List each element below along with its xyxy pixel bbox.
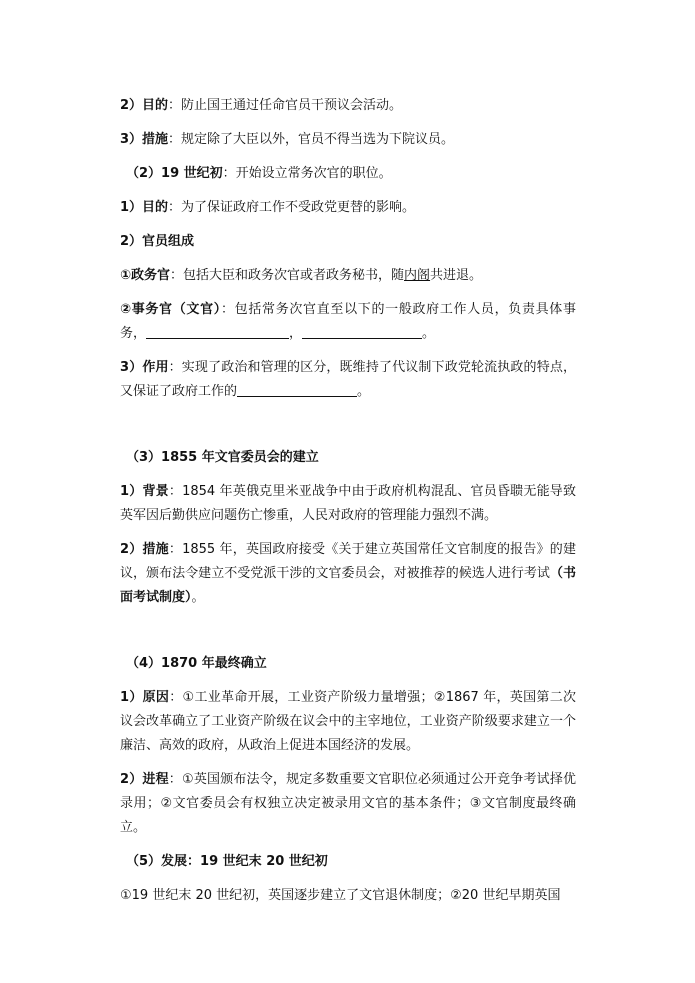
label: ②事务官（文官）: [120, 302, 221, 317]
text: ：开始设立常务次官的职位。: [222, 166, 392, 181]
text: ：包括大臣和政务次官或者政务秘书，随: [170, 268, 405, 283]
text: ：实现了政治和管理的区分，既维持了代议制下政党轮流执政的特点，又保证了政府工作的: [120, 360, 576, 399]
label: 2）措施: [120, 542, 169, 557]
label: 2）目的: [120, 98, 169, 113]
document-page: [120, 94, 576, 908]
text: ：①工业革命开展，工业资产阶级力量增强；②1867 年，英国第二次议会改革确立了工业资产阶级在议会中的主宰地位，工业资产阶级要求建立一个廉洁、高效的政府，从政治上促进本国经济的发展。: [120, 690, 577, 753]
label: 3）措施: [120, 132, 169, 147]
text: ：包括常务次官直至以下的一般政府工作人员，负责具体事务，: [120, 302, 576, 341]
paragraph-process: [120, 768, 576, 840]
underlined-term: 内阁: [404, 268, 431, 283]
fill-blank[interactable]: [302, 324, 422, 339]
text: ：规定除了大臣以外，官员不得当选为下院议员。: [168, 132, 455, 147]
label: （2）19 世纪初: [126, 166, 223, 181]
text: ：1854 年英俄克里米亚战争中由于政府机构混乱、官员昏聩无能导致英军因后勤供应问题伤亡惨重，人民对政府的管理能力强烈不满。: [120, 484, 576, 523]
text: ：为了保证政府工作不受政党更替的影响。: [168, 200, 416, 215]
text: ：1855 年，英国政府接受《关于建立英国常任文官制度的报告》的建议，颁布法令建立不受党派干涉的文官委员会，对被推荐的候选人进行考试: [120, 542, 576, 581]
text-bold: （书面考试制度）: [120, 566, 576, 605]
label: 3）作用: [120, 360, 169, 375]
paragraph-background: [120, 480, 576, 528]
label: 1）原因: [120, 690, 170, 705]
heading-staff-composition: 2）官员组成: [120, 234, 195, 249]
paragraph-measure-1: [120, 128, 576, 152]
text: ：防止国王通过任命官员干预议会活动。: [168, 98, 403, 113]
fill-blank[interactable]: [237, 382, 357, 397]
text: 。: [357, 384, 371, 399]
heading-early-19th: [120, 162, 576, 186]
paragraph-purpose-2: [120, 196, 576, 220]
label: 2）进程: [120, 772, 169, 787]
separator: ，: [289, 326, 303, 341]
paragraph-causes: [120, 686, 576, 758]
fill-blank[interactable]: [146, 324, 289, 339]
label: ①政务官: [120, 268, 171, 283]
text: ：①英国颁布法令，规定多数重要文官职位必须通过公开竞争考试择优录用；②文官委员会有权独立决定被录用文官的基本条件；③文官制度最终确立。: [120, 772, 577, 835]
text: 。: [422, 326, 436, 341]
paragraph-civil-servants: [120, 298, 576, 346]
text: 共进退。: [430, 268, 483, 283]
paragraph-political-officials: [120, 264, 576, 288]
heading-1855: （3）1855 年文官委员会的建立: [126, 450, 319, 465]
paragraph-development: ①19 世纪末 20 世纪初，英国逐步建立了文官退休制度；②20 世纪早期英国: [120, 888, 561, 903]
paragraph-measure-1855: [120, 538, 576, 610]
heading-1870: （4）1870 年最终确立: [126, 656, 267, 671]
label: 1）目的: [120, 200, 169, 215]
paragraph-effect: [120, 356, 576, 404]
label: 1）背景: [120, 484, 169, 499]
text: 。: [191, 590, 205, 605]
paragraph-purpose-1: [120, 94, 576, 118]
heading-development: （5）发展：19 世纪末 20 世纪初: [126, 854, 328, 869]
